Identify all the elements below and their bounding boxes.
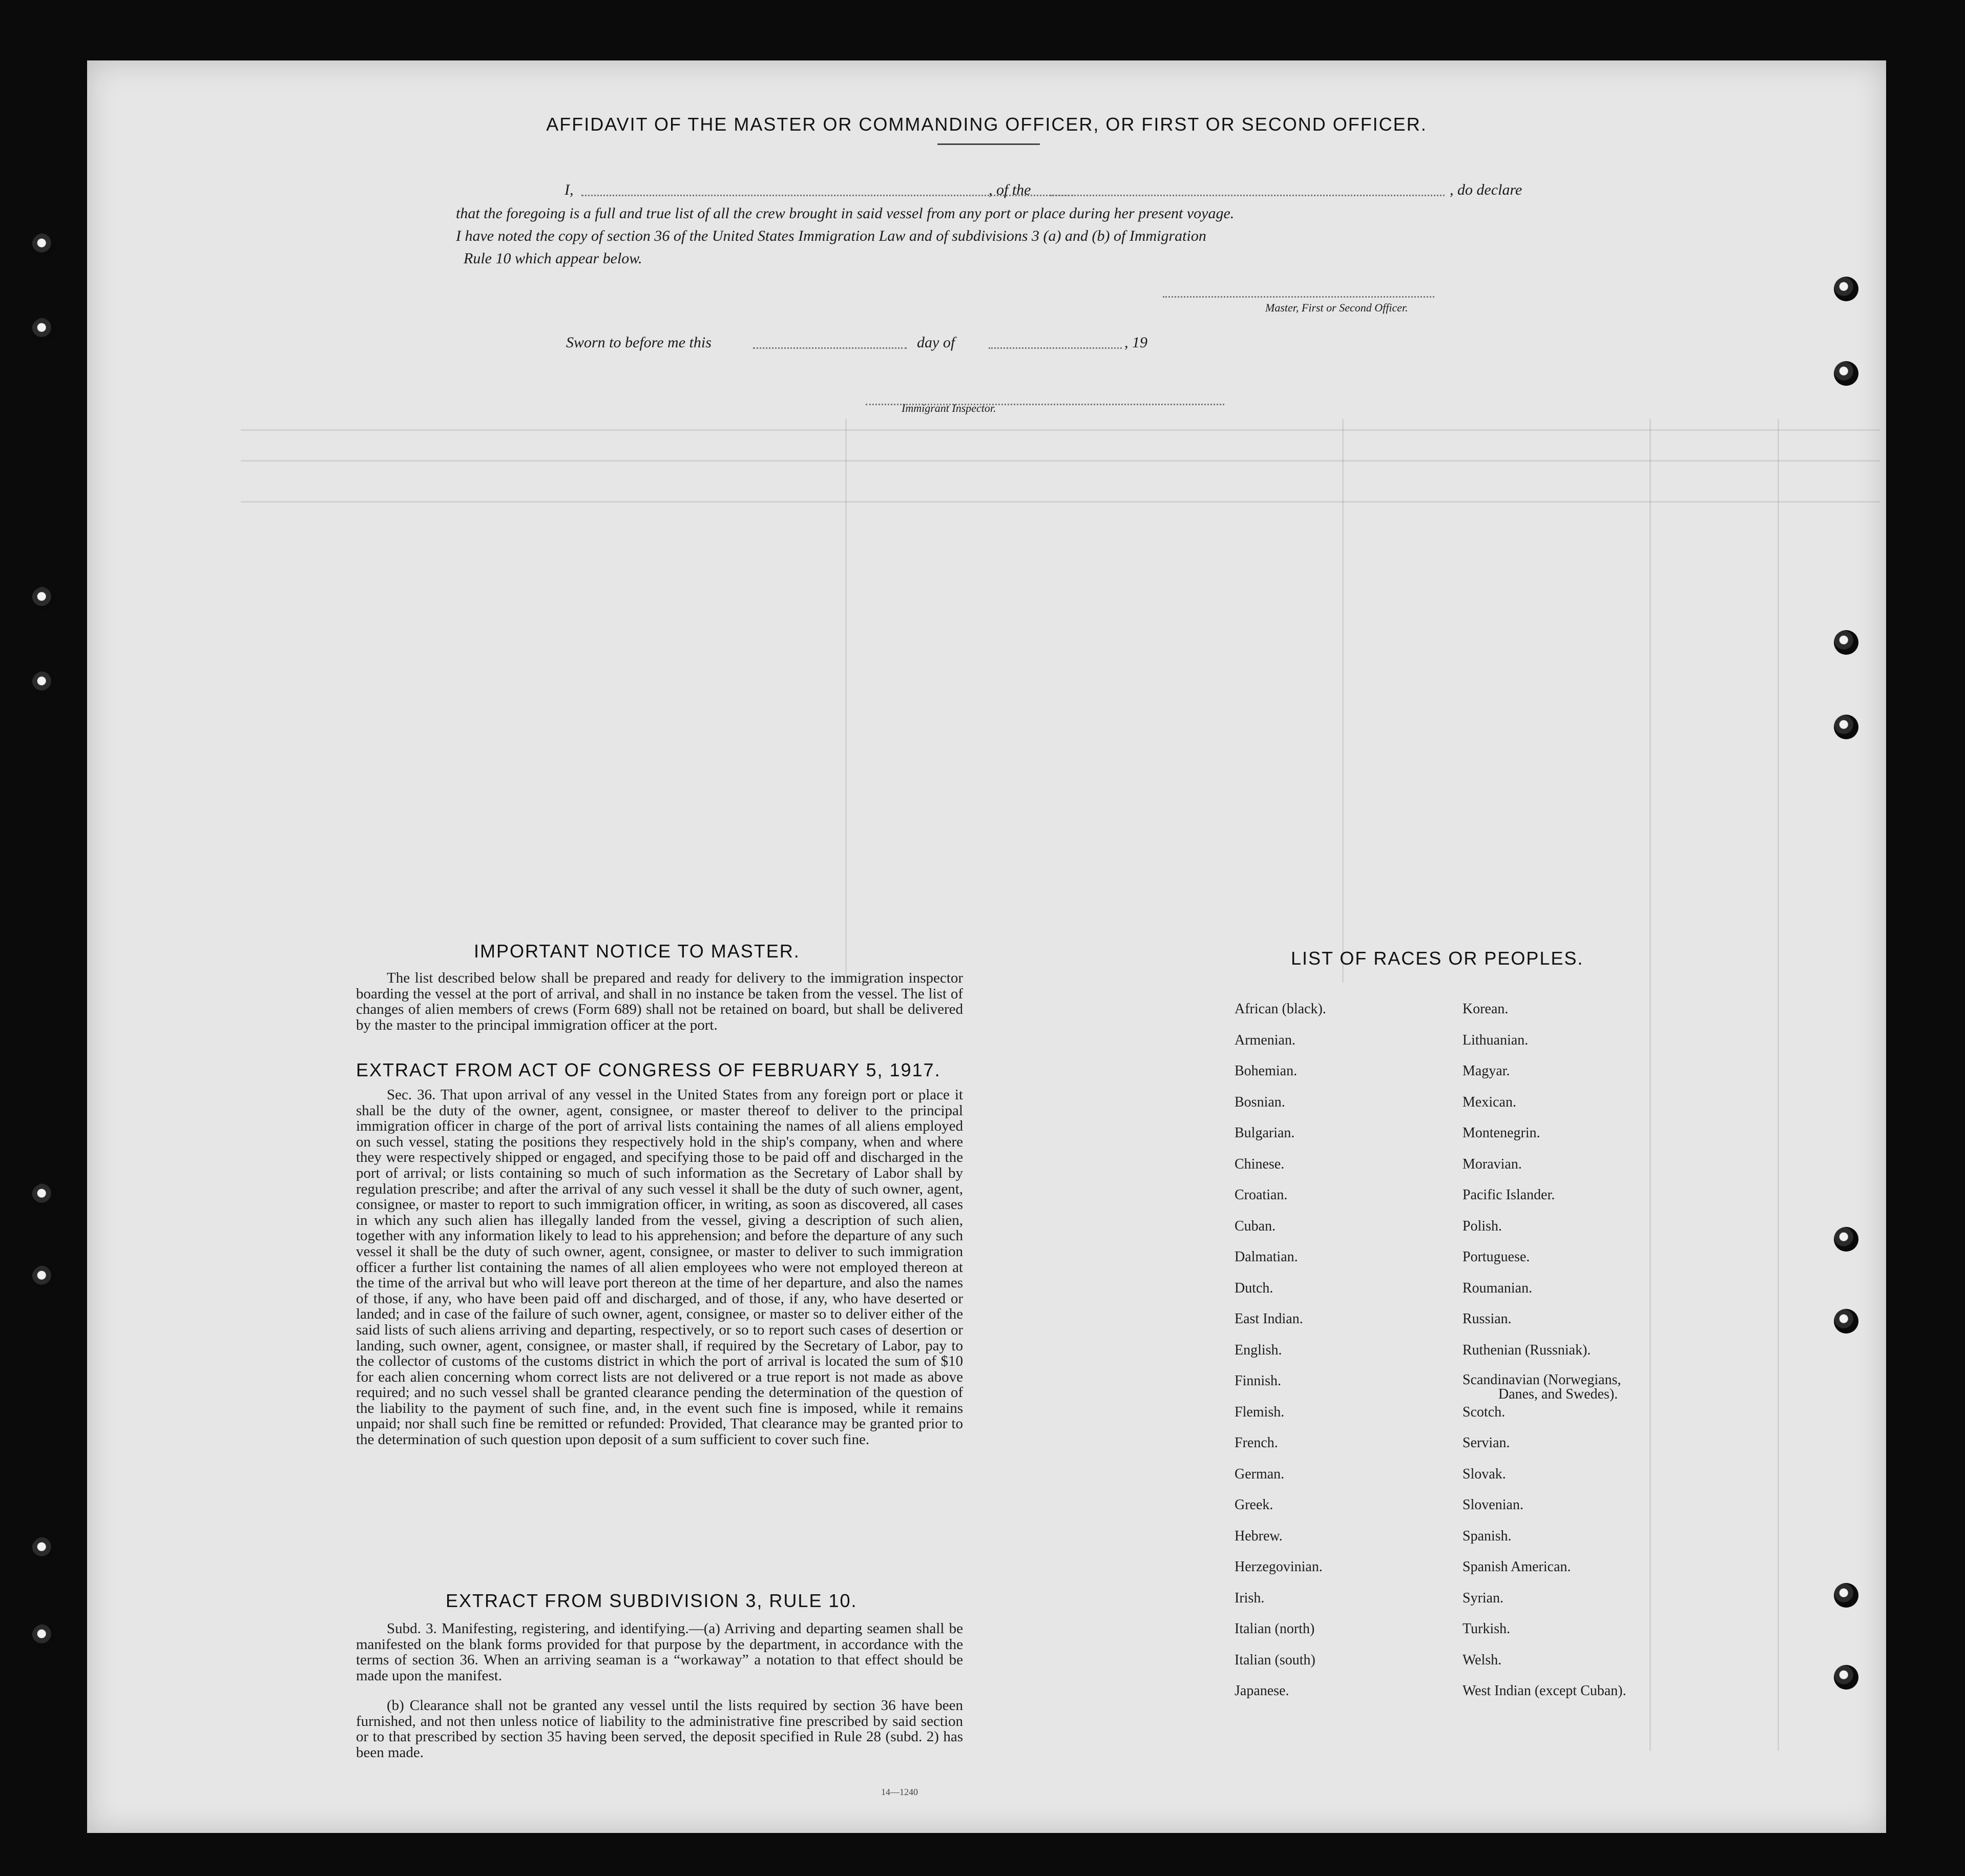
signature-line: [1163, 296, 1434, 298]
extract-act-body: Sec. 36. That upon arrival of any vessel in the United States from any foreign port or place it shall be the duty of the owner, agent, consignee, or master thereof to deliver to the principal immigration officer in charge of the port of arrival lists containing the names of all aliens employed on such vessel, stating the positions they respectively hold in the ship's company, when and where they were respectively shipped or engaged, and specifying those to be paid off and discharged in the port of arrival; or lists containing so much of such information as the Secretary of Labor shall by regulation prescribe; and after the arrival of any such vessel it shall be the duty of such owner, agent, consignee, or master to report to such immigration officer, in writing, as soon as discovered, all cases in which any such alien has illegally landed from the vessel, giving a description of such alien, together with any information likely to lead to his apprehension; and before the departure of any such vessel it shall be the duty of such owner, agent, consignee, or master to deliver to such immigration officer a further list containing the names of all alien employees who were not employed thereon at the time of the arrival but who will leave port thereon at the time of her departure, and also the names of those, if any, who have been paid off and discharged, and of those, if any, who have deserted or landed; and in case of the failure of such owner, agent, consignee, or master so to deliver either of the said lists of such aliens arriving and departing, respectively, or so to report such cases of desertion or landing, such owner, agent, consignee, or master shall, if required by the Secretary of Labor, pay to the collector of customs of the customs district in which the port of arrival is located the sum of $10 for each alien concerning whom correct lists are not delivered or a true report is not made as above required; and no such vessel shall be granted clearance pending the determination of the question of the liability to the payment of such fine, and, in the event such fine is imposed, while it remains unpaid; nor shall such fine be remitted or refunded: Provided, That clearance may be granted prior to the determination of such question upon deposit of a sum sufficient to cover such fine.: [356, 1087, 963, 1448]
binder-hole: [1834, 715, 1858, 739]
affidavit-title: AFFIDAVIT OF THE MASTER OR COMMANDING OFFICER, OR FIRST OR SECOND OFFICER.: [546, 114, 1427, 135]
race-item: [1462, 1621, 1510, 1637]
race-item: [1462, 1683, 1626, 1699]
race-item: [1462, 1032, 1528, 1049]
binder-hole: [1834, 1227, 1858, 1252]
extract-rule-para-b: (b) Clearance shall not be granted any vessel until the lists required by section 36 have been furnished, and not then unless notice of liability to the administrative fine prescribed by said section or to that prescribed by section 35 having been served, the deposit specified in Rule 28 (subd. 2) has been made.: [356, 1697, 963, 1761]
race-item: French.: [1235, 1435, 1278, 1451]
extract-act-title: EXTRACT FROM ACT OF CONGRESS OF FEBRUARY 5, 1917.: [356, 1059, 941, 1080]
race-item: Flemish.: [1235, 1404, 1285, 1420]
race-item-label: Montenegrin.: [1462, 1125, 1540, 1141]
race-item-label: Slovenian.: [1462, 1497, 1523, 1513]
races-title: LIST OF RACES OR PEOPLES.: [1291, 948, 1584, 969]
race-item-label: Roumanian.: [1462, 1280, 1533, 1296]
race-item: [1462, 1497, 1523, 1513]
race-item-label: Spanish American.: [1462, 1559, 1571, 1575]
race-item: Croatian.: [1235, 1187, 1288, 1203]
race-item: [1462, 1342, 1591, 1359]
form-number: 14—1240: [881, 1787, 918, 1797]
binder-hole: [1834, 1309, 1858, 1333]
notice-body: The list described below shall be prepared and ready for delivery to the immigration inspector boarding the vessel at the port of arrival, and shall in no instance be taken from the vessel. The list of changes of alien members of crews (Form 689) shall not be retained on board, but shall be delivered by the master to the principal immigration officer at the port.: [356, 970, 963, 1033]
race-item-continuation: Danes, and Swedes).: [1498, 1386, 1618, 1402]
race-item: Dutch.: [1235, 1280, 1273, 1296]
vessel-blank: [1050, 195, 1445, 196]
binder-hole: [32, 1537, 56, 1561]
race-item: [1462, 1156, 1522, 1173]
race-item: Bulgarian.: [1235, 1125, 1295, 1141]
race-item: Bohemian.: [1235, 1063, 1298, 1079]
binder-hole: [1834, 361, 1858, 386]
race-item-label: Polish.: [1462, 1218, 1502, 1234]
race-item-label: Pacific Islander.: [1462, 1187, 1555, 1203]
race-item: [1462, 1280, 1532, 1297]
race-item-label: Scandinavian (Norwegians,: [1462, 1372, 1621, 1388]
race-item: East Indian.: [1235, 1311, 1303, 1327]
race-item-label: Welsh.: [1462, 1652, 1502, 1668]
binder-hole: [32, 233, 56, 258]
race-item-label: Servian.: [1462, 1435, 1510, 1451]
binder-hole: [1834, 1583, 1858, 1608]
binder-hole: [32, 671, 56, 696]
binder-hole: [1834, 1665, 1858, 1690]
race-item: Cuban.: [1235, 1218, 1276, 1234]
race-item: Dalmatian.: [1235, 1249, 1298, 1265]
signature-label: Master, First or Second Officer.: [1265, 301, 1408, 314]
race-item: [1462, 1311, 1512, 1327]
race-item-label: Russian.: [1462, 1311, 1512, 1327]
race-item-label: Scotch.: [1462, 1404, 1506, 1420]
race-item: [1462, 1590, 1503, 1607]
race-item: [1462, 1373, 1621, 1402]
affidavit-line-1-start: I,: [565, 181, 574, 198]
race-item: English.: [1235, 1342, 1282, 1358]
race-item: Irish.: [1235, 1590, 1265, 1606]
race-item: [1462, 1466, 1506, 1483]
title-rule: [937, 143, 1040, 145]
race-item: Italian (north): [1235, 1621, 1315, 1637]
race-item: Finnish.: [1235, 1373, 1282, 1389]
race-item: [1462, 1404, 1505, 1421]
race-item-label: Ruthenian (Russniak).: [1462, 1342, 1591, 1358]
race-item: Bosnian.: [1235, 1094, 1285, 1110]
race-item: Herzegovinian.: [1235, 1559, 1323, 1575]
race-item: Japanese.: [1235, 1683, 1289, 1699]
race-item-label: Korean.: [1462, 1001, 1509, 1017]
affidavit-line-3: I have noted the copy of section 36 of the United States Immigration Law and of subdivisions 3 (a) and (b) of Immigration: [456, 227, 1206, 244]
binder-hole: [32, 1183, 56, 1208]
sworn-day-label: day of: [917, 334, 955, 351]
race-item-label: Turkish.: [1462, 1621, 1511, 1637]
binder-hole: [32, 587, 56, 611]
sworn-day-blank: [753, 347, 907, 349]
race-item: Greek.: [1235, 1497, 1273, 1513]
notice-title: IMPORTANT NOTICE TO MASTER.: [474, 941, 800, 962]
race-item: German.: [1235, 1466, 1285, 1482]
affidavit-line-2: that the foregoing is a full and true list of all the crew brought in said vessel from any port or place during her present voyage.: [456, 205, 1235, 222]
race-item-label: Magyar.: [1462, 1063, 1510, 1079]
race-item: [1462, 1125, 1540, 1141]
race-item-label: Slovak.: [1462, 1466, 1506, 1482]
race-item-label: Syrian.: [1462, 1590, 1504, 1606]
extract-rule-para-a: Subd. 3. Manifesting, registering, and identifying.—(a) Arriving and departing seamen shall be manifested on the blank forms provided for that purpose by the department, in accordance with the terms of section 36. When an arriving seaman is a “workaway” a notation to that effect should be made upon the manifest.: [356, 1620, 963, 1684]
race-item: [1462, 1001, 1508, 1017]
race-item: [1462, 1094, 1516, 1111]
race-item: [1462, 1187, 1555, 1203]
race-item: [1462, 1218, 1502, 1235]
race-item: [1462, 1528, 1512, 1545]
race-item: [1462, 1249, 1530, 1265]
race-item: [1462, 1652, 1501, 1669]
race-item-label: Spanish.: [1462, 1528, 1512, 1544]
race-item: African (black).: [1235, 1001, 1326, 1017]
extract-rule-title: EXTRACT FROM SUBDIVISION 3, RULE 10.: [446, 1590, 858, 1611]
affidavit-line-1-end: , do declare: [1450, 181, 1522, 198]
sworn-statement: Sworn to before me this: [566, 334, 712, 351]
race-item: Italian (south): [1235, 1652, 1315, 1668]
race-item: Hebrew.: [1235, 1528, 1283, 1544]
binder-hole: [1834, 630, 1858, 655]
race-item: Chinese.: [1235, 1156, 1285, 1172]
race-item: [1462, 1559, 1571, 1575]
affidavit-line-4: Rule 10 which appear below.: [464, 250, 642, 267]
binder-hole: [32, 318, 56, 342]
race-item-label: Mexican.: [1462, 1094, 1516, 1110]
binder-hole: [1834, 277, 1858, 301]
sworn-year: , 19: [1124, 334, 1147, 351]
binder-hole: [32, 1265, 56, 1290]
race-item: [1462, 1063, 1510, 1079]
race-item-label: Lithuanian.: [1462, 1032, 1529, 1048]
sworn-month-blank: [989, 347, 1122, 349]
race-item-label: Moravian.: [1462, 1156, 1522, 1172]
affidavit-line-1-mid: , of the: [989, 181, 1031, 198]
race-item: Armenian.: [1235, 1032, 1295, 1048]
race-item-label: Portuguese.: [1462, 1249, 1530, 1265]
binder-hole: [32, 1624, 56, 1649]
race-item-label: West Indian (except Cuban).: [1462, 1683, 1626, 1699]
document-page: [87, 60, 1886, 1833]
race-item: [1462, 1435, 1510, 1451]
inspector-label: Immigrant Inspector.: [902, 402, 996, 414]
